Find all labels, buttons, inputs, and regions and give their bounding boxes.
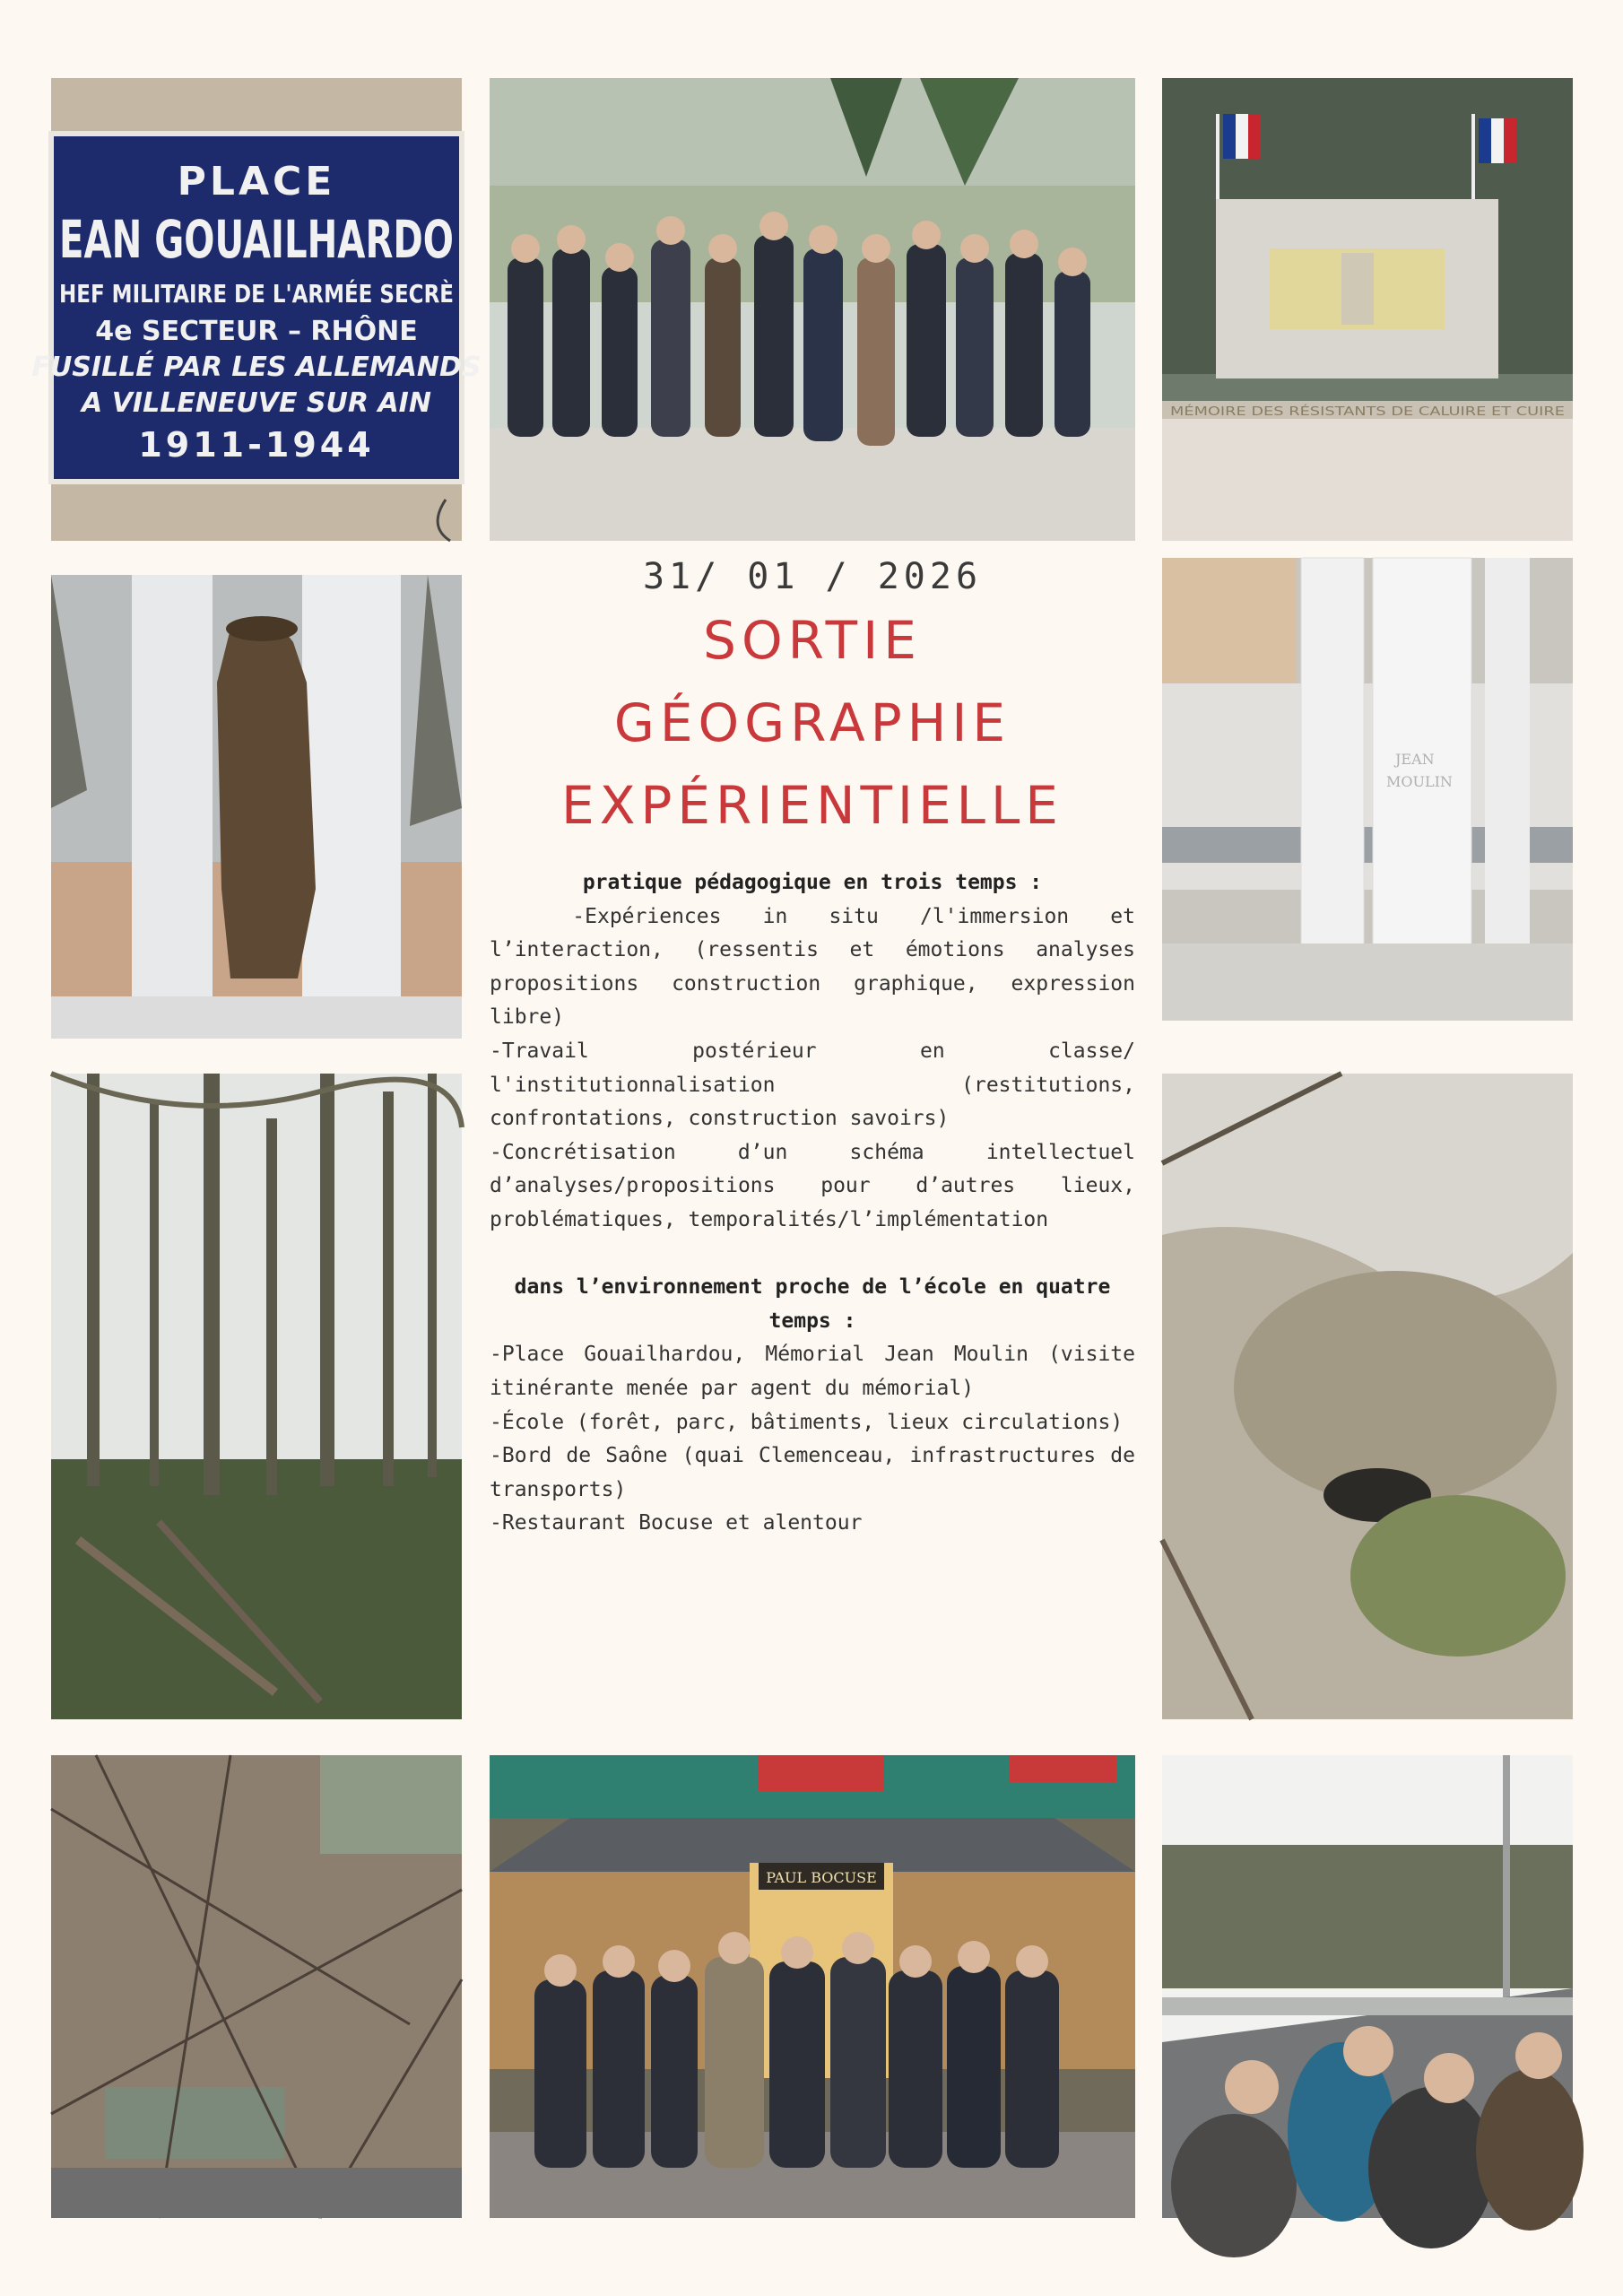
event-date: 31/ 01 / 2026: [642, 556, 983, 597]
photo-forest: [51, 1074, 462, 1719]
photo-river-branches: [51, 1755, 462, 2218]
photo-restaurant-group: [490, 1755, 1135, 2218]
section2-item-1: -Place Gouailhardou, Mémorial Jean Moulin (visite itinérante menée par agent du mémorial): [490, 1343, 1135, 1400]
section2-item-2: -École (forêt, parc, bâtiments, lieux circulations): [490, 1410, 1124, 1434]
plaque-line-7: 1911-1944: [138, 425, 375, 465]
photo-group-jumping: [490, 78, 1135, 541]
plaque-line-2: EAN GOUAILHARDO: [59, 209, 455, 270]
page-title: [490, 599, 1135, 847]
photo-jean-moulin-pillars: [1162, 558, 1573, 1021]
pillar-inscription-line-2: MOULIN: [1386, 773, 1453, 790]
section2-heading: dans l’environnement proche de l’école en quatre temps :: [514, 1275, 1111, 1333]
title-line-2: GÉOGRAPHIE: [613, 692, 1011, 753]
photo-statue-pillars: [51, 575, 462, 1039]
memorial-inscription: MÉMOIRE DES RÉSISTANTS DE CALUIRE ET CUIRE: [1170, 405, 1459, 419]
section2-item-3: -Bord de Saône (quai Clemenceau, infrastructures de transports): [490, 1444, 1135, 1501]
plaque-line-3: HEF MILITAIRE DE L'ARMÉE SECRÈ: [59, 279, 540, 309]
section1-item-2: -Travail postérieur en classe/ l'institutionnalisation (restitutions, confrontations, construction savoirs): [490, 1039, 1135, 1131]
plaque-line-4: 4e SECTEUR – RHÔNE: [95, 316, 418, 347]
photo-roots-rock: [1162, 1074, 1573, 1719]
section1-item-3: -Concrétisation d’un schéma intellectuel d’analyses/propositions pour d’autres lieux, problématiques, temporalités/l’implémentation: [490, 1140, 1135, 1231]
plaque-line-6: A VILLENEUVE SUR AIN: [82, 387, 431, 419]
restaurant-sign: PAUL BOCUSE: [766, 1869, 877, 1886]
section2-item-4: -Restaurant Bocuse et alentour: [490, 1511, 863, 1535]
plaque-line-5: FUSILLÉ PAR LES ALLEMANDS: [31, 352, 482, 383]
photo-memorial-wall: [1162, 78, 1573, 541]
pillar-inscription-line-1: JEAN: [1395, 751, 1435, 768]
plaque-line-1: PLACE: [177, 159, 336, 204]
photo-street-plaque: [31, 78, 540, 541]
section1-item-1: -Expériences in situ /l'immersion et l’interaction, (ressentis et émotions analyses propositions construction graphique, expression libre): [490, 904, 1148, 1030]
photo-bridge-students: [1162, 1755, 1573, 2218]
center-text-block: [490, 547, 1148, 1541]
title-line-1: SORTIE: [703, 610, 922, 671]
title-line-3: EXPÉRIENTIELLE: [561, 775, 1063, 836]
section1-heading: pratique pédagogique en trois temps :: [582, 871, 1043, 894]
